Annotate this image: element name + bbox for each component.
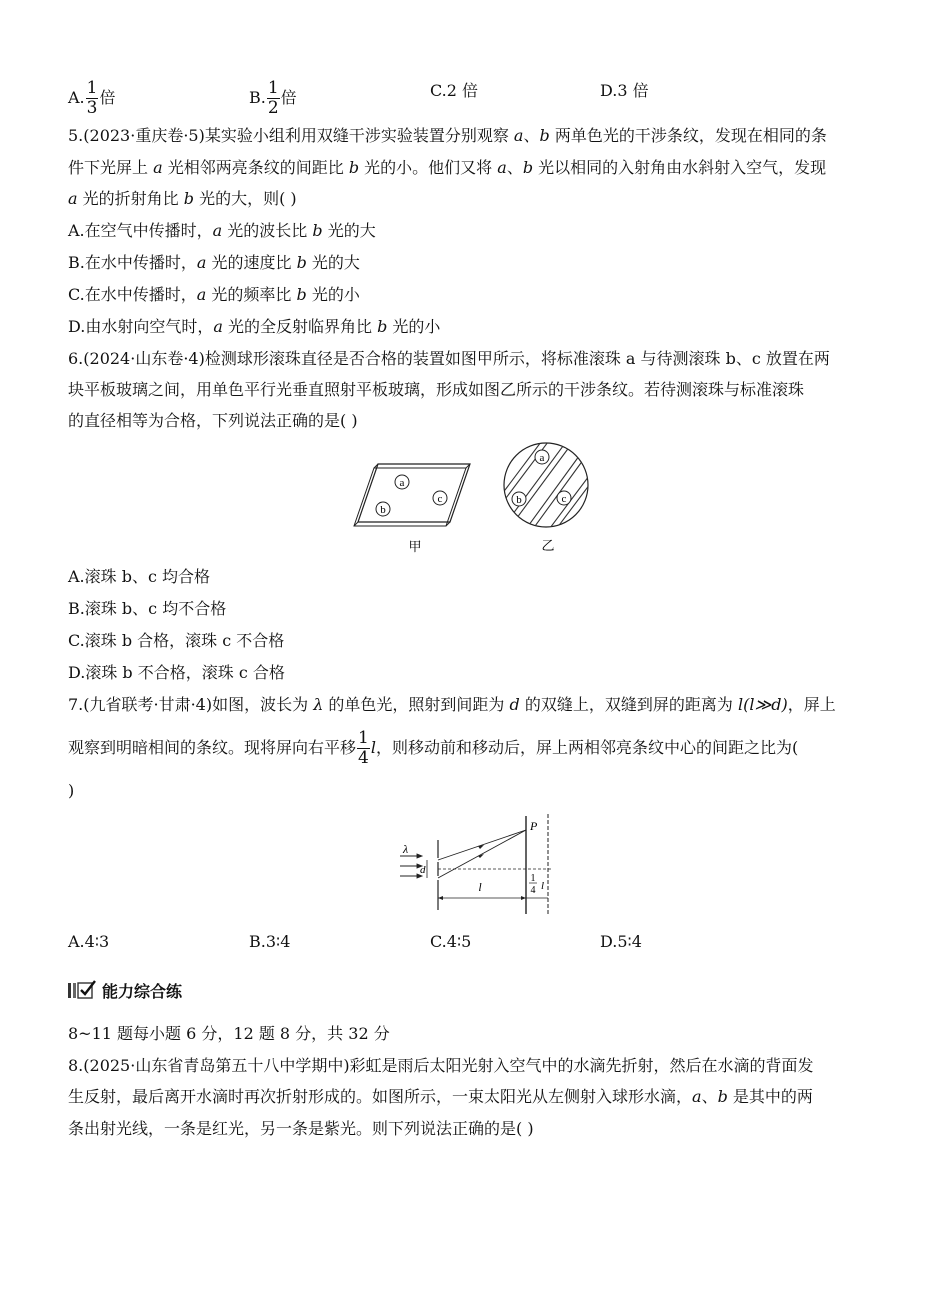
ball-b-label: b <box>380 504 386 516</box>
lower-glass-plate <box>354 468 466 526</box>
q8-stem-line-1: 8.(2025·山东省青岛第五十八中学期中)彩虹是雨后太阳光射入空气中的水滴先折射，然后在水滴的背面发 <box>68 1056 814 1075</box>
q6-stem-line-3: 的直径相等为合格，下列说法正确的是( ) <box>68 411 358 430</box>
q7-option-d[interactable]: D.5∶4 <box>600 932 642 951</box>
figure-yi-caption: 乙 <box>541 538 555 553</box>
figure-jia-caption: 甲 <box>408 539 422 554</box>
svg-text:b: b <box>516 494 522 506</box>
lambda-label: λ <box>403 842 409 856</box>
q7-stem-line-2: 观察到明暗相间的条纹。现将屏向右平移 $\frac{1}{4}$ l，则移动前和移动后，屏上两相邻亮条纹中心的间距之比为( <box>68 728 799 768</box>
quarter-num: 1 <box>530 873 536 884</box>
svg-text:c: c <box>561 493 567 505</box>
q7-option-b[interactable]: B.3∶4 <box>249 932 291 951</box>
figure-double-slit <box>392 810 567 918</box>
quarter-den: 4 <box>530 885 536 896</box>
figure-jia-glass-plates <box>350 458 480 558</box>
svg-text:a: a <box>539 452 545 464</box>
q6-option-b[interactable]: B.滚珠 b、c 均不合格 <box>68 599 227 618</box>
q5-stem-line-3: a 光的折射角比 b 光的大，则( ) <box>68 189 297 208</box>
q5-option-d[interactable]: D.由水射向空气时，a 光的全反射临界角比 b 光的小 <box>68 317 441 336</box>
section-title: 能力综合练 <box>102 981 183 1001</box>
q6-option-c[interactable]: C.滚珠 b 合格，滚珠 c 不合格 <box>68 631 285 650</box>
fraction: $\frac{1}{2}$ <box>267 78 279 118</box>
fraction-one-quarter: $\frac{1}{4}$ <box>358 728 369 768</box>
q4-option-d[interactable]: D.3 倍 <box>600 81 649 100</box>
q7-option-c[interactable]: C.4∶5 <box>430 932 472 951</box>
q7-stem-line-3: ) <box>68 781 75 800</box>
q7-option-a[interactable]: A.4∶3 <box>68 932 110 951</box>
q6-stem-line-2: 块平板玻璃之间，用单色平行光垂直照射平板玻璃，形成如图乙所示的干涉条纹。若待测滚珠与标准滚珠 <box>68 380 805 399</box>
distance-l-label: l <box>478 880 482 894</box>
q5-option-c[interactable]: C.在水中传播时，a 光的频率比 b 光的小 <box>68 285 360 304</box>
q8-stem-line-2: 生反射，最后离开水滴时再次折射形成的。如图所示，一束太阳光从左侧射入球形水滴，a、b 是其中的两 <box>68 1087 813 1106</box>
scoring-note: 8~11 题每小题 6 分，12 题 8 分，共 32 分 <box>68 1024 390 1043</box>
ball-c-label: c <box>437 493 443 505</box>
quarter-l-label: l <box>541 880 545 892</box>
light-rays <box>438 830 526 878</box>
q4-option-a[interactable]: A. $\frac{1}{3}$ 倍 <box>68 78 116 118</box>
q4-option-b[interactable]: B. $\frac{1}{2}$ 倍 <box>249 78 297 118</box>
point-p-label: P <box>530 819 538 833</box>
q5-stem-line-1: 5.(2023·重庆卷·5)某实验小组利用双缝干涉实验装置分别观察 a、b 两单色光的干涉条纹，发现在相同的条 <box>68 126 827 145</box>
section-header <box>68 978 182 1002</box>
q6-option-a[interactable]: A.滚珠 b、c 均合格 <box>68 567 211 586</box>
upper-glass-plate <box>358 464 470 522</box>
checklist-icon <box>68 980 96 1000</box>
figure-yi-interference-fringes <box>500 440 595 558</box>
q4-option-c[interactable]: C.2 倍 <box>430 81 479 100</box>
q5-stem-line-2: 件下光屏上 a 光相邻两亮条纹的间距比 b 光的小。他们又将 a、b 光以相同的入射角由水斜射入空气，发现 <box>68 158 827 177</box>
ball-a-label: a <box>399 477 405 489</box>
incident-light-arrows <box>400 854 422 878</box>
q7-stem-line-1: 7.(九省联考·甘肃·4)如图，波长为 λ 的单色光，照射到间距为 d 的双缝上，双缝到屏的距离为 l(l≫d)，屏上 <box>68 695 836 714</box>
q5-option-b[interactable]: B.在水中传播时，a 光的速度比 b 光的大 <box>68 253 360 272</box>
q8-stem-line-3: 条出射光线，一条是红光，另一条是紫光。则下列说法正确的是( ) <box>68 1119 534 1138</box>
q5-option-a[interactable]: A.在空气中传播时，a 光的波长比 b 光的大 <box>68 221 376 240</box>
q6-stem-line-1: 6.(2024·山东卷·4)检测球形滚珠直径是否合格的装置如图甲所示，将标准滚珠 a 与待测滚珠 b、c 放置在两 <box>68 349 830 368</box>
d-label: d <box>420 864 426 876</box>
q6-option-d[interactable]: D.滚珠 b 不合格，滚珠 c 合格 <box>68 663 285 682</box>
fraction: $\frac{1}{3}$ <box>86 78 98 118</box>
